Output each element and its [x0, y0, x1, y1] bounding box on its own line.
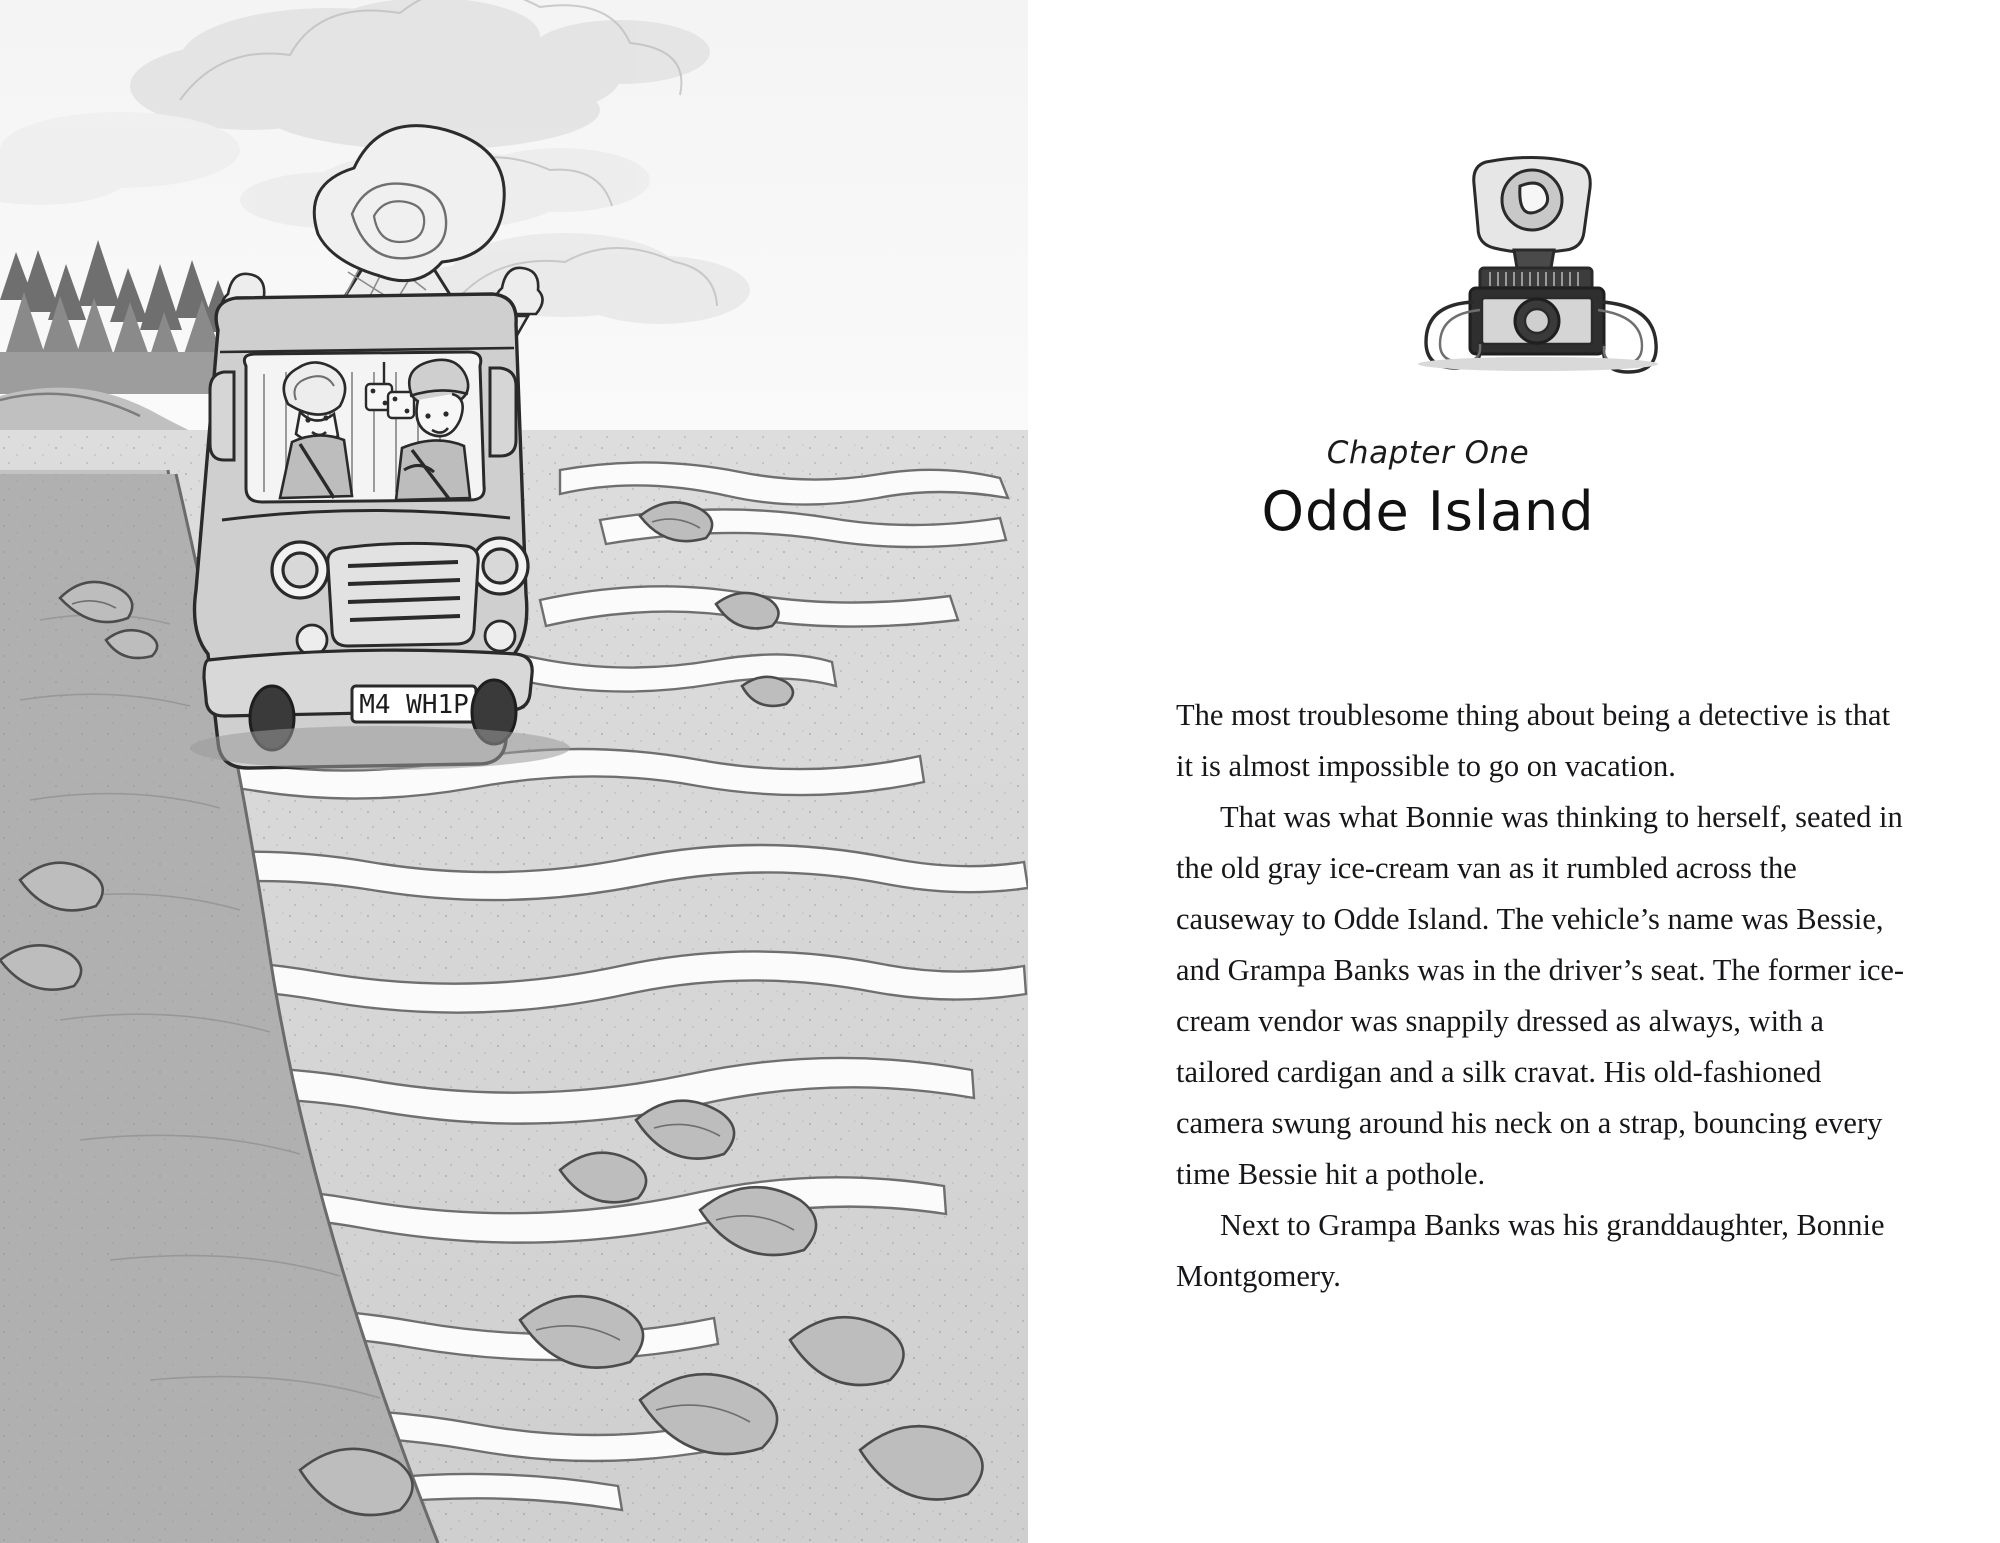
vintage-camera-icon — [1358, 150, 1718, 390]
chapter-body-text — [1176, 690, 1906, 1302]
chapter-label: Chapter One — [1326, 435, 1530, 471]
chapter-title: Odde Island — [1261, 480, 1595, 543]
paragraph-1: The most troublesome thing about being a detective is that it is almost impossible to go on vacation. — [1176, 698, 1891, 783]
paragraph-2: That was what Bonnie was thinking to herself, seated in the old gray ice-cream van as it rumbled across the causeway to Odde Island. The vehicle’s name was Bessie, and Grampa Banks was in the driver’s seat. The former ice-cream vendor was snappily dressed as always, with a tailored cardigan and a silk cravat. His old-fashioned camera swung around his neck on a strap, bouncing every time Bessie hit a pothole. — [1176, 800, 1905, 1191]
paragraph-3: Next to Grampa Banks was his granddaughter, Bonnie Montgomery. — [1176, 1208, 1885, 1293]
right-page-text — [1028, 0, 2000, 1543]
van-license-plate: M4 WH1P — [359, 690, 469, 720]
